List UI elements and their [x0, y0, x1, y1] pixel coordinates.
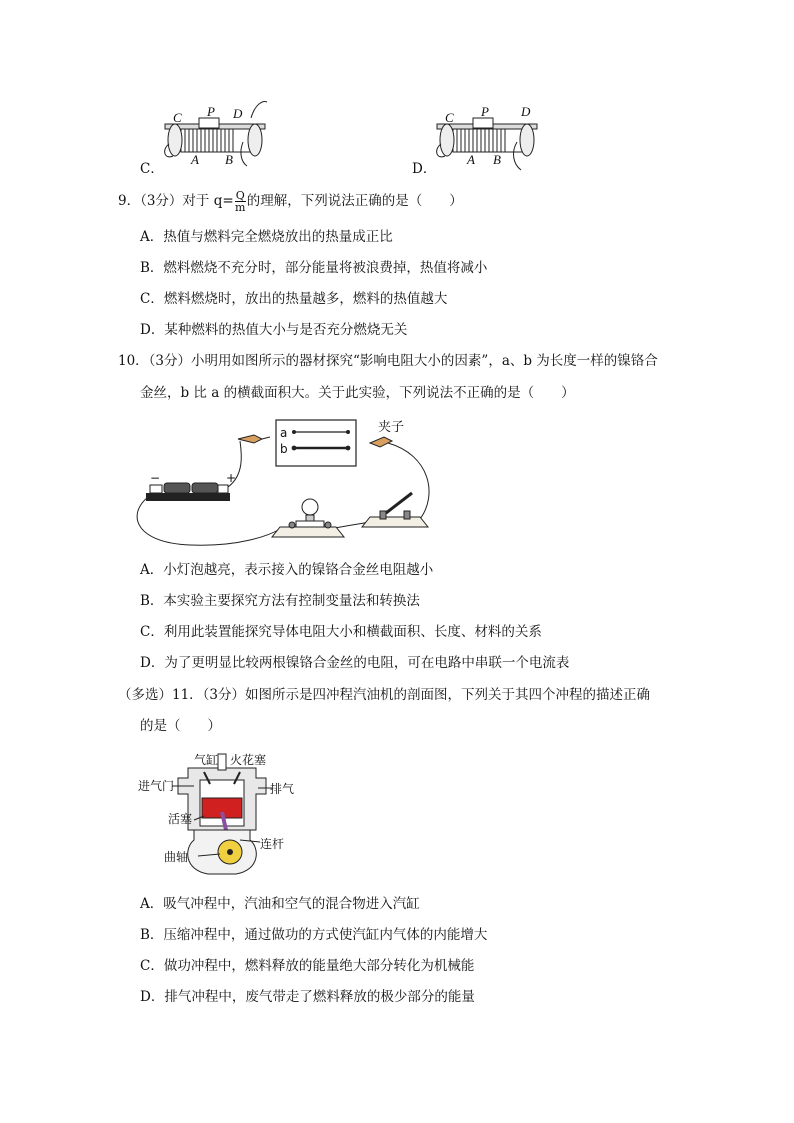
- battery-minus-label: −: [150, 471, 161, 485]
- option-11a: A．吸气冲程中，汽油和空气的混合物进入汽缸: [140, 896, 420, 912]
- question-11-stem-line1: （多选）11．（3分）如图所示是四冲程汽油机的剖面图，下列关于其四个冲程的描述正确: [118, 687, 651, 703]
- option-9a: A．热值与燃料完全燃烧放出的热量成正比: [140, 229, 393, 245]
- intake-valve-label: 进气门: [138, 779, 175, 793]
- cylinder-label: 气缸: [194, 753, 219, 767]
- terminal-label-b: B: [225, 152, 233, 167]
- option-10d: D．为了更明显比较两根镍铬合金丝的电阻，可在电路中串联一个电流表: [140, 655, 570, 671]
- crankshaft-label: 曲轴: [164, 850, 189, 864]
- piston-label: 活塞: [168, 812, 193, 826]
- option-9b: B．燃料燃烧不充分时，部分能量将被浪费掉，热值将减小: [140, 260, 488, 276]
- rheostat-figure-c: [155, 100, 275, 172]
- option-10b: B．本实验主要探究方法有控制变量法和转换法: [140, 593, 420, 609]
- terminal-label-d: D: [233, 106, 243, 121]
- terminal-label-p: P: [481, 104, 489, 119]
- option-8d: D．: [412, 161, 437, 177]
- wire-b-label: b: [280, 442, 288, 456]
- question-10-stem-line2: 金丝，b 比 a 的横截面积大。关于此实验，下列说法不正确的是（ ）: [140, 385, 575, 401]
- terminal-label-a: A: [467, 152, 475, 167]
- exhaust-label: 排气: [270, 782, 295, 796]
- spark-plug-label: 火花塞: [230, 753, 267, 767]
- circuit-figure: [130, 415, 440, 550]
- option-9c: C．燃料燃烧时，放出的热量越多，燃料的热值越大: [140, 291, 448, 307]
- option-11b: B．压缩冲程中，通过做功的方式使汽缸内气体的内能增大: [140, 927, 488, 943]
- engine-figure: [138, 750, 298, 875]
- question-9-stem: 9．（3分）对于 q= $\frac{Q}{m}$ 的理解，下列说法正确的是（ ）: [118, 189, 463, 214]
- option-10a: A．小灯泡越亮，表示接入的镍铬合金丝电阻越小: [140, 562, 434, 578]
- question-11-stem-line2: 的是（ ）: [140, 718, 221, 734]
- terminal-label-b: B: [493, 152, 501, 167]
- terminal-label-p: P: [207, 104, 215, 119]
- battery-plus-label: +: [226, 471, 237, 485]
- question-10-stem-line1: 10．（3分）小明用如图所示的器材探究“影响电阻大小的因素”，a、b 为长度一样的镍铬合: [118, 353, 658, 369]
- formula-q-over-m: $\frac{Q}{m}$: [234, 189, 246, 214]
- engine-drawing: [138, 750, 298, 875]
- option-8c: C．: [140, 161, 164, 177]
- option-11d: D．排气冲程中，废气带走了燃料释放的极少部分的能量: [140, 989, 475, 1005]
- rheostat-figure-d: [427, 100, 547, 172]
- connecting-rod-label: 连杆: [260, 837, 285, 851]
- option-9d: D．某种燃料的热值大小与是否充分燃烧无关: [140, 322, 408, 338]
- option-11c: C．做功冲程中，燃料释放的能量绝大部分转化为机械能: [140, 958, 475, 974]
- clip-label: 夹子: [378, 420, 405, 435]
- terminal-label-d: D: [521, 104, 531, 119]
- wire-a-label: a: [280, 426, 288, 440]
- terminal-label-c: C: [445, 110, 454, 125]
- option-10c: C．利用此装置能探究导体电阻大小和横截面积、长度、材料的关系: [140, 624, 542, 640]
- terminal-label-a: A: [191, 152, 199, 167]
- terminal-label-c: C: [173, 110, 182, 125]
